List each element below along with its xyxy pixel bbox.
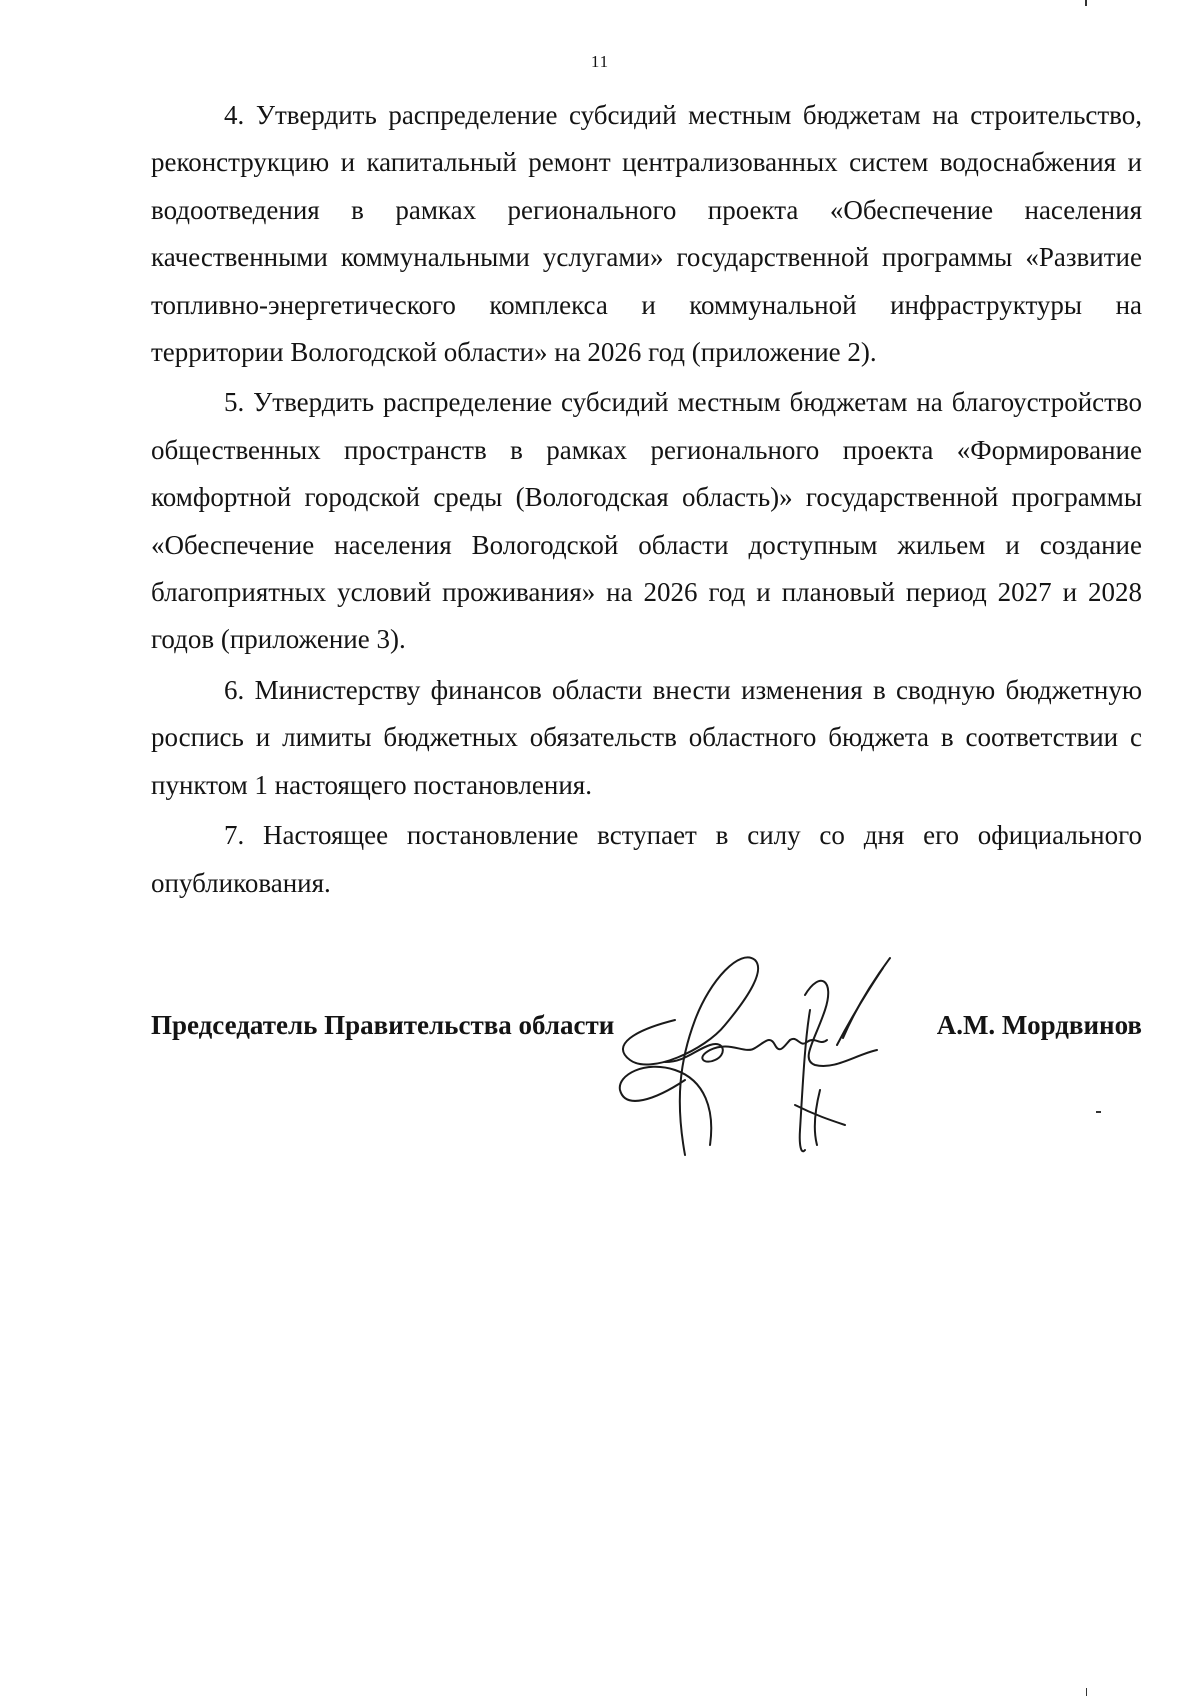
paragraph-6: 6. Министерству финансов области внести изменения в сводную бюджетную роспись и лимиты бюджетных обязательств областного бюджета в соответствии с пунктом 1 настоящего постановления. <box>151 674 1142 800</box>
page-number: 11 <box>590 52 610 71</box>
scan-mark-top-right <box>1085 0 1087 6</box>
paragraph-4: 4. Утвердить распределение субсидий местным бюджетам на строительство, реконструкцию и капитальный ремонт централизованных систем водоснабжения и водоотведения в рамках регионального проекта «Обеспечение населения качественными коммунальными услугами» государственной программы «Развитие топливно-энергетического комплекса и коммунальной инфраструктуры на территории Вологодской области» на 2026 год (приложение 2). <box>151 100 1142 368</box>
document-body <box>151 92 1142 910</box>
paragraph-5: 5. Утвердить распределение субсидий местным бюджетам на благоустройство общественных пространств в рамках регионального проекта «Формирование комфортной городской среды (Вологодская область)» государственной программы «Обеспечение населения Вологодской области доступным жильем и создание благоприятных условий проживания» на 2026 год и плановый период 2027 и 2028 годов (приложение 3). <box>151 387 1142 655</box>
scan-mark-bottom <box>1086 1688 1087 1696</box>
scan-mark-right <box>1096 1111 1101 1113</box>
signer-name: А.М. Мордвинов <box>936 1010 1142 1040</box>
paragraph-7: 7. Настоящее постановление вступает в силу со дня его официального опубликования. <box>151 820 1142 898</box>
handwritten-signature <box>615 950 955 1160</box>
signer-title: Председатель Правительства области <box>151 1010 615 1040</box>
